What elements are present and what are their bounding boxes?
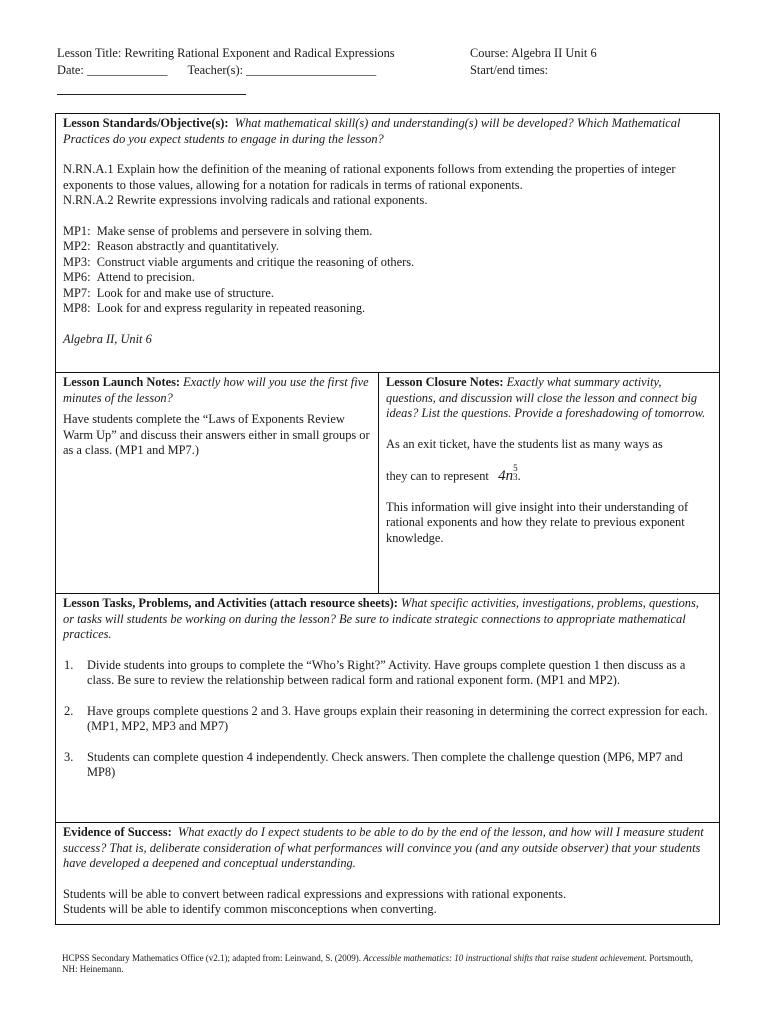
launch-closure-row (56, 373, 719, 594)
lesson-title-line (57, 46, 395, 62)
tasks-section (56, 594, 719, 823)
closure-prompt: Exactly what summary activity, questions, and discussion will close the lesson and connect big ideas? List the questions. Provide a foreshadowing of tomorrow. (386, 375, 706, 420)
closure-body-2: they can to represent 4n 5 3 . (386, 463, 521, 484)
times-label: Start/end times: (470, 63, 549, 77)
course-value: Algebra II Unit 6 (510, 46, 597, 60)
launch-header (63, 375, 371, 406)
launch-prompt: Exactly how will you use the first five minutes of the lesson? (63, 375, 369, 405)
mp-item: MP8: Look for and express regularity in repeated reasoning. (63, 301, 366, 315)
evidence-line-1: Students will be able to convert between radical expressions and expressions with rational exponents. (63, 886, 567, 901)
closure-heading: Lesson Closure Notes: (386, 375, 504, 389)
standards-prompt: What mathematical skill(s) and understanding(s) will be developed? Which Mathematical Practices do you expect students to engage in during the lesson? (63, 116, 681, 146)
evidence-line-2: Students will be able to identify common misconceptions when converting. (63, 902, 437, 916)
date-label: Date: (57, 63, 84, 77)
closure-body-1: As an exit ticket, have the students list as many ways as (386, 436, 663, 451)
task-item: 2. Have groups complete questions 2 and 3. Have groups explain their reasoning in determining the correct expression for each. (MP1, MP2, MP3 and MP7) (64, 703, 708, 733)
mp-item: MP6: Attend to precision. (63, 270, 195, 284)
mp-item: MP7: Look for and make use of structure. (63, 285, 274, 300)
standards-header (63, 116, 712, 147)
course-line (470, 46, 597, 62)
unit-label: Algebra II, Unit 6 (63, 331, 152, 346)
date-line (57, 63, 376, 79)
task-item: 1. Divide students into groups to complete the “Who’s Right?” Activity. Have groups complete question 1 then discuss as a class. Be sure to review the relationship between radical form and rational exponent form. (MP1 and MP2). (64, 657, 686, 687)
closure-notes (379, 373, 719, 593)
mp-item: MP3: Construct viable arguments and critique the reasoning of others. (63, 254, 415, 269)
task-list (63, 658, 712, 781)
tasks-heading: Lesson Tasks, Problems, and Activities (attach resource sheets): (63, 596, 398, 610)
launch-notes (56, 373, 379, 593)
closure-body-3: This information will give insight into their understanding of rational exponents and how they relate to previous exponent knowledge. (386, 499, 689, 545)
task-item: 3. Students can complete question 4 independently. Check answers. Then complete the challenge question (MP6, MP7 and MP8) (64, 749, 683, 779)
standards-section (56, 114, 719, 373)
lesson-title-label: Lesson Title: (57, 46, 122, 60)
math-exponent: 5 3 (513, 463, 518, 482)
times-line (470, 63, 548, 79)
tasks-prompt: What specific activities, investigations, problems, questions, or tasks will students be working on during the lesson? Be sure to indicate strategic connections to appropriate mathematical practices. (63, 596, 699, 641)
launch-body: Have students complete the “Laws of Exponents Review Warm Up” and discuss their answers either in small groups or as a class. (MP1 and MP7.) (63, 412, 370, 457)
teacher-blank: _____________________ (246, 63, 377, 77)
footer-citation: HCPSS Secondary Mathematics Office (v2.1); adapted from: Leinwand, S. (2009). Accessible mathematics: 10 instructional shifts that raise student achievement. Portsmouth, NH: Heinemann. (62, 953, 693, 974)
standard-nrna1: N.RN.A.1 Explain how the definition of the meaning of rational exponents follows from extending the properties of integer exponents to those values, allowing for a notation for radicals in terms of rational exponents. (63, 162, 676, 192)
footer-book-title: Accessible mathematics: 10 instructional shifts that raise student achievement. (363, 953, 647, 963)
teacher-label: Teacher(s): (187, 63, 244, 77)
course-label: Course: (470, 46, 509, 60)
evidence-heading: Evidence of Success: (63, 825, 172, 839)
signature-line (57, 94, 246, 95)
tasks-header (63, 596, 712, 643)
lesson-plan-table (55, 113, 720, 925)
closure-header (386, 375, 712, 422)
math-expression: 4n 5 3 (498, 463, 518, 484)
mp-item: MP2: Reason abstractly and quantitatively. (63, 239, 279, 253)
launch-heading: Lesson Launch Notes: (63, 375, 181, 389)
standards-heading: Lesson Standards/Objective(s): (63, 116, 229, 130)
mp-item: MP1: Make sense of problems and persevere in solving them. (63, 223, 373, 238)
date-blank: _____________ (86, 63, 168, 77)
lesson-title: Rewriting Rational Exponent and Radical Expressions (124, 46, 395, 60)
evidence-prompt: What exactly do I expect students to be able to do by the end of the lesson, and how will I measure student success? That is, deliberate consideration of what performances will convince you (and any outside observer) that your students have developed a deepened and conceptual understanding. (63, 825, 704, 870)
evidence-section (56, 823, 719, 924)
mp-list (63, 224, 712, 317)
evidence-header (63, 825, 712, 872)
standard-nrna2: N.RN.A.2 Rewrite expressions involving radicals and rational exponents. (63, 193, 428, 207)
